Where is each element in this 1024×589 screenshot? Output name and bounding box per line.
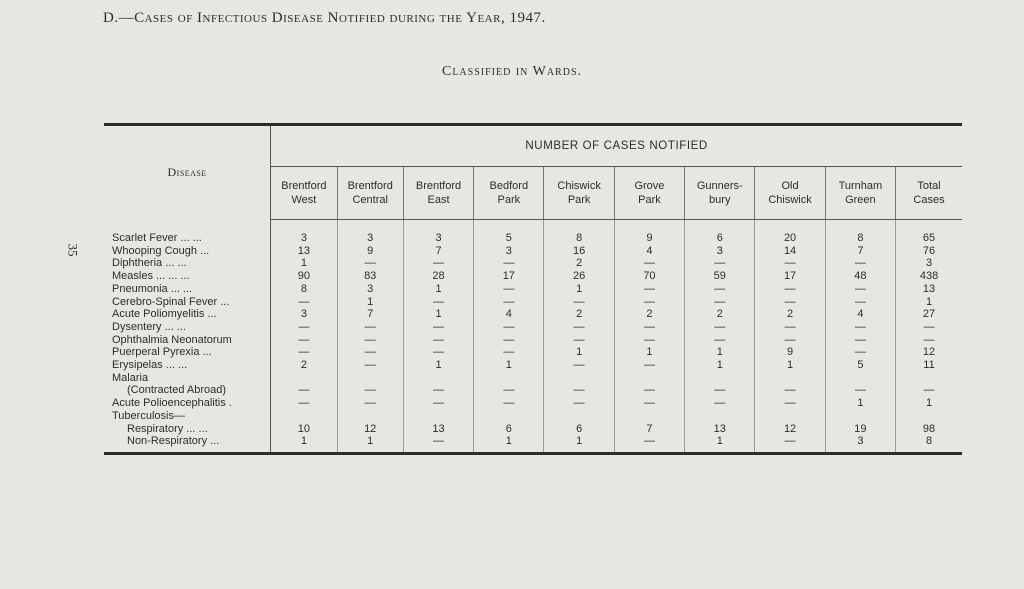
case-count-cell: 1 xyxy=(544,435,614,452)
table-row xyxy=(104,308,962,321)
table-row xyxy=(104,245,962,258)
case-count-cell xyxy=(544,372,614,385)
case-count-cell: 4 xyxy=(474,308,544,321)
case-count-cell: — xyxy=(544,384,614,397)
case-count-cell: 17 xyxy=(755,270,825,283)
case-count-cell: — xyxy=(337,346,403,359)
case-count-cell: 5 xyxy=(474,220,544,245)
disease-name: Erysipelas ... ... xyxy=(104,359,271,372)
case-count-cell: 12 xyxy=(337,423,403,436)
case-count-cell: — xyxy=(685,257,755,270)
case-count-cell xyxy=(614,372,684,385)
total-cases-cell: 13 xyxy=(896,283,962,296)
total-cases-cell: — xyxy=(896,384,962,397)
case-count-cell xyxy=(825,372,895,385)
ward-column-header xyxy=(685,167,755,220)
case-count-cell: — xyxy=(825,384,895,397)
total-cases-cell: 1 xyxy=(896,296,962,309)
case-count-cell: — xyxy=(403,435,473,452)
ward-column-header xyxy=(755,167,825,220)
disease-name: Acute Poliomyelitis ... xyxy=(104,308,271,321)
case-count-cell: 3 xyxy=(271,308,337,321)
case-count-cell: 1 xyxy=(337,296,403,309)
case-count-cell: 1 xyxy=(403,308,473,321)
ward-column-header xyxy=(337,167,403,220)
disease-name: Whooping Cough ... xyxy=(104,245,271,258)
disease-name: Acute Polioencephalitis . xyxy=(104,397,271,410)
case-count-cell: 1 xyxy=(685,435,755,452)
case-count-cell: 3 xyxy=(337,283,403,296)
cases-table xyxy=(104,126,962,452)
case-count-cell: — xyxy=(825,334,895,347)
case-count-cell: — xyxy=(474,346,544,359)
case-count-cell xyxy=(755,372,825,385)
ward-column-header xyxy=(474,167,544,220)
case-count-cell: — xyxy=(403,296,473,309)
cases-group-header: NUMBER OF CASES NOTIFIED xyxy=(271,126,962,167)
case-count-cell: 28 xyxy=(403,270,473,283)
case-count-cell: 9 xyxy=(755,346,825,359)
case-count-cell: 2 xyxy=(544,257,614,270)
disease-name: Scarlet Fever ... ... xyxy=(104,220,271,245)
table-row xyxy=(104,346,962,359)
case-count-cell: — xyxy=(685,384,755,397)
case-count-cell: — xyxy=(474,384,544,397)
case-count-cell: 1 xyxy=(403,359,473,372)
total-cases-cell: 11 xyxy=(896,359,962,372)
table-row xyxy=(104,384,962,397)
case-count-cell: 1 xyxy=(337,435,403,452)
ward-header-line1: Bedford xyxy=(489,180,529,192)
case-count-cell: 2 xyxy=(755,308,825,321)
table-row xyxy=(104,334,962,347)
case-count-cell: 1 xyxy=(271,435,337,452)
case-count-cell: — xyxy=(337,321,403,334)
case-count-cell: 48 xyxy=(825,270,895,283)
total-cases-cell: 98 xyxy=(896,423,962,436)
case-count-cell xyxy=(403,372,473,385)
case-count-cell: 7 xyxy=(337,308,403,321)
case-count-cell: — xyxy=(755,257,825,270)
case-count-cell: — xyxy=(403,397,473,410)
case-count-cell: — xyxy=(825,321,895,334)
table-row xyxy=(104,321,962,334)
disease-name: Malaria xyxy=(104,372,271,385)
case-count-cell: — xyxy=(825,346,895,359)
case-count-cell: 3 xyxy=(474,245,544,258)
case-count-cell: 17 xyxy=(474,270,544,283)
case-count-cell: — xyxy=(755,334,825,347)
ward-header-line2: Green xyxy=(845,194,876,206)
ward-header-line2: East xyxy=(427,194,450,206)
case-count-cell xyxy=(337,372,403,385)
ward-column-header xyxy=(271,167,337,220)
case-count-cell: 10 xyxy=(271,423,337,436)
ward-header-line1: Old xyxy=(781,180,799,192)
case-count-cell: 14 xyxy=(755,245,825,258)
case-count-cell: 9 xyxy=(614,220,684,245)
disease-name: Pneumonia ... ... xyxy=(104,283,271,296)
case-count-cell: 6 xyxy=(474,423,544,436)
case-count-cell: 6 xyxy=(685,220,755,245)
case-count-cell: — xyxy=(755,283,825,296)
case-count-cell: — xyxy=(614,384,684,397)
total-cases-cell: — xyxy=(896,334,962,347)
case-count-cell: — xyxy=(544,397,614,410)
ward-header-line1: Turnham xyxy=(838,180,883,192)
table-row xyxy=(104,296,962,309)
case-count-cell: 1 xyxy=(685,346,755,359)
table-row xyxy=(104,372,962,385)
ward-column-header xyxy=(544,167,614,220)
case-count-cell: 8 xyxy=(271,283,337,296)
case-count-cell: — xyxy=(544,334,614,347)
case-count-cell: — xyxy=(544,296,614,309)
total-cases-cell: 27 xyxy=(896,308,962,321)
case-count-cell: — xyxy=(825,296,895,309)
ward-header-line1: Brentford xyxy=(415,180,462,192)
case-count-cell: 83 xyxy=(337,270,403,283)
case-count-cell: 1 xyxy=(825,397,895,410)
case-count-cell: — xyxy=(403,346,473,359)
disease-name: Cerebro-Spinal Fever ... xyxy=(104,296,271,309)
case-count-cell: 1 xyxy=(474,359,544,372)
case-count-cell: 13 xyxy=(685,423,755,436)
case-count-cell: — xyxy=(825,283,895,296)
case-count-cell: — xyxy=(755,321,825,334)
ward-header-line2: Cases xyxy=(913,194,945,206)
case-count-cell: 1 xyxy=(474,435,544,452)
ward-header-line1: Brentford xyxy=(281,180,327,192)
page-heading xyxy=(103,10,546,27)
total-cases-cell xyxy=(896,410,962,423)
case-count-cell: 2 xyxy=(544,308,614,321)
case-count-cell xyxy=(544,410,614,423)
case-count-cell: 13 xyxy=(271,245,337,258)
page-subheading: Classified in Wards. xyxy=(441,64,583,79)
case-count-cell: — xyxy=(614,397,684,410)
total-cases-cell: 3 xyxy=(896,257,962,270)
case-count-cell: — xyxy=(474,296,544,309)
ward-header-line1: Total xyxy=(917,180,941,192)
case-count-cell: 5 xyxy=(825,359,895,372)
case-count-cell: — xyxy=(614,435,684,452)
case-count-cell: 12 xyxy=(755,423,825,436)
case-count-cell: — xyxy=(755,296,825,309)
case-count-cell: — xyxy=(271,296,337,309)
total-cases-cell: — xyxy=(896,321,962,334)
case-count-cell: — xyxy=(474,321,544,334)
case-count-cell: 4 xyxy=(825,308,895,321)
case-count-cell xyxy=(271,410,337,423)
case-count-cell: — xyxy=(685,397,755,410)
case-count-cell: 7 xyxy=(825,245,895,258)
case-count-cell: — xyxy=(755,397,825,410)
case-count-cell: 70 xyxy=(614,270,684,283)
disease-name: Tuberculosis— xyxy=(104,410,271,423)
case-count-cell: — xyxy=(544,321,614,334)
case-count-cell: — xyxy=(614,296,684,309)
table-body xyxy=(104,220,962,452)
case-count-cell: 1 xyxy=(403,283,473,296)
case-count-cell: — xyxy=(614,359,684,372)
case-count-cell: 1 xyxy=(614,346,684,359)
total-cases-cell: 438 xyxy=(896,270,962,283)
ward-header-line2: Park xyxy=(638,194,661,206)
case-count-cell xyxy=(337,410,403,423)
case-count-cell: — xyxy=(825,257,895,270)
disease-column-header: Disease xyxy=(104,126,271,220)
ward-header-line2: Park xyxy=(497,194,521,206)
ward-header-line2: West xyxy=(291,194,317,206)
case-count-cell: — xyxy=(614,283,684,296)
table-row xyxy=(104,220,962,245)
case-count-cell: — xyxy=(685,283,755,296)
case-count-cell: 3 xyxy=(337,220,403,245)
disease-name: Dysentery ... ... xyxy=(104,321,271,334)
table-row xyxy=(104,270,962,283)
case-count-cell: 26 xyxy=(544,270,614,283)
ward-header-line2: bury xyxy=(709,194,731,206)
table-row xyxy=(104,397,962,410)
case-count-cell: 13 xyxy=(403,423,473,436)
ward-column-header xyxy=(825,167,895,220)
case-count-cell: 2 xyxy=(271,359,337,372)
case-count-cell: 1 xyxy=(271,257,337,270)
case-count-cell xyxy=(474,372,544,385)
disease-name: Measles ... ... ... xyxy=(104,270,271,283)
total-cases-cell: 1 xyxy=(896,397,962,410)
case-count-cell: — xyxy=(614,334,684,347)
case-count-cell: — xyxy=(337,257,403,270)
case-count-cell: 59 xyxy=(685,270,755,283)
heading-prefix: D.— xyxy=(103,10,135,26)
case-count-cell: — xyxy=(271,384,337,397)
case-count-cell: 20 xyxy=(755,220,825,245)
case-count-cell: — xyxy=(271,334,337,347)
disease-name: Puerperal Pyrexia ... xyxy=(104,346,271,359)
case-count-cell: 3 xyxy=(685,245,755,258)
case-count-cell xyxy=(474,410,544,423)
case-count-cell: — xyxy=(337,397,403,410)
case-count-cell: 3 xyxy=(403,220,473,245)
case-count-cell: — xyxy=(337,359,403,372)
case-count-cell xyxy=(685,372,755,385)
total-cases-cell xyxy=(896,372,962,385)
ward-header-line2: Park xyxy=(567,194,591,206)
case-count-cell: 1 xyxy=(544,346,614,359)
case-count-cell: — xyxy=(403,384,473,397)
ward-header-line2: Central xyxy=(352,194,388,206)
case-count-cell: — xyxy=(474,283,544,296)
ward-header-line2: Chiswick xyxy=(768,194,812,206)
case-count-cell: 7 xyxy=(614,423,684,436)
case-count-cell: 3 xyxy=(825,435,895,452)
case-count-cell: 2 xyxy=(685,308,755,321)
disease-name: Diphtheria ... ... xyxy=(104,257,271,270)
case-count-cell: 8 xyxy=(544,220,614,245)
case-count-cell xyxy=(685,410,755,423)
disease-name: (Contracted Abroad) xyxy=(104,384,271,397)
disease-name: Respiratory ... ... xyxy=(104,423,271,436)
case-count-cell: — xyxy=(685,296,755,309)
ward-column-header xyxy=(614,167,684,220)
case-count-cell: — xyxy=(474,334,544,347)
case-count-cell: 1 xyxy=(544,283,614,296)
ward-header-line1: Brentford xyxy=(347,180,393,192)
case-count-cell: — xyxy=(474,397,544,410)
case-count-cell xyxy=(614,410,684,423)
ward-header-line1: Chiswick xyxy=(557,180,601,192)
case-count-cell xyxy=(403,410,473,423)
heading-year: 1947. xyxy=(509,10,546,26)
case-count-cell: 9 xyxy=(337,245,403,258)
case-count-cell: — xyxy=(474,257,544,270)
ward-header-line1: Gunners- xyxy=(696,180,743,192)
case-count-cell: 6 xyxy=(544,423,614,436)
case-count-cell: — xyxy=(755,435,825,452)
case-count-cell: 19 xyxy=(825,423,895,436)
case-count-cell xyxy=(755,410,825,423)
disease-name: Ophthalmia Neonatorum xyxy=(104,334,271,347)
case-count-cell: — xyxy=(755,384,825,397)
case-count-cell: 4 xyxy=(614,245,684,258)
table-row xyxy=(104,257,962,270)
case-count-cell: 8 xyxy=(825,220,895,245)
case-count-cell: 1 xyxy=(685,359,755,372)
page-number: 35 xyxy=(65,243,81,257)
table-row xyxy=(104,359,962,372)
case-count-cell: 7 xyxy=(403,245,473,258)
case-count-cell: — xyxy=(271,346,337,359)
total-cases-cell: 76 xyxy=(896,245,962,258)
case-count-cell xyxy=(825,410,895,423)
case-count-cell: — xyxy=(271,397,337,410)
ward-column-header xyxy=(403,167,473,220)
case-count-cell: — xyxy=(614,321,684,334)
case-count-cell: — xyxy=(337,334,403,347)
table-row xyxy=(104,435,962,452)
ward-column-header xyxy=(896,167,962,220)
heading-text: Cases of Infectious Disease Notified during the Year, xyxy=(134,10,510,26)
cases-table-container xyxy=(104,123,962,455)
table-row xyxy=(104,410,962,423)
total-cases-cell: 12 xyxy=(896,346,962,359)
case-count-cell xyxy=(271,372,337,385)
case-count-cell: — xyxy=(403,321,473,334)
total-cases-cell: 65 xyxy=(896,220,962,245)
case-count-cell: 90 xyxy=(271,270,337,283)
case-count-cell: — xyxy=(403,334,473,347)
case-count-cell: — xyxy=(337,384,403,397)
case-count-cell: 1 xyxy=(755,359,825,372)
table-row xyxy=(104,283,962,296)
case-count-cell: 2 xyxy=(614,308,684,321)
case-count-cell: — xyxy=(403,257,473,270)
case-count-cell: — xyxy=(614,257,684,270)
disease-name: Non-Respiratory ... xyxy=(104,435,271,452)
case-count-cell: — xyxy=(685,321,755,334)
case-count-cell: — xyxy=(271,321,337,334)
total-cases-cell: 8 xyxy=(896,435,962,452)
table-row xyxy=(104,423,962,436)
case-count-cell: 3 xyxy=(271,220,337,245)
case-count-cell: — xyxy=(685,334,755,347)
ward-header-line1: Grove xyxy=(634,180,665,192)
case-count-cell: 16 xyxy=(544,245,614,258)
case-count-cell: — xyxy=(544,359,614,372)
